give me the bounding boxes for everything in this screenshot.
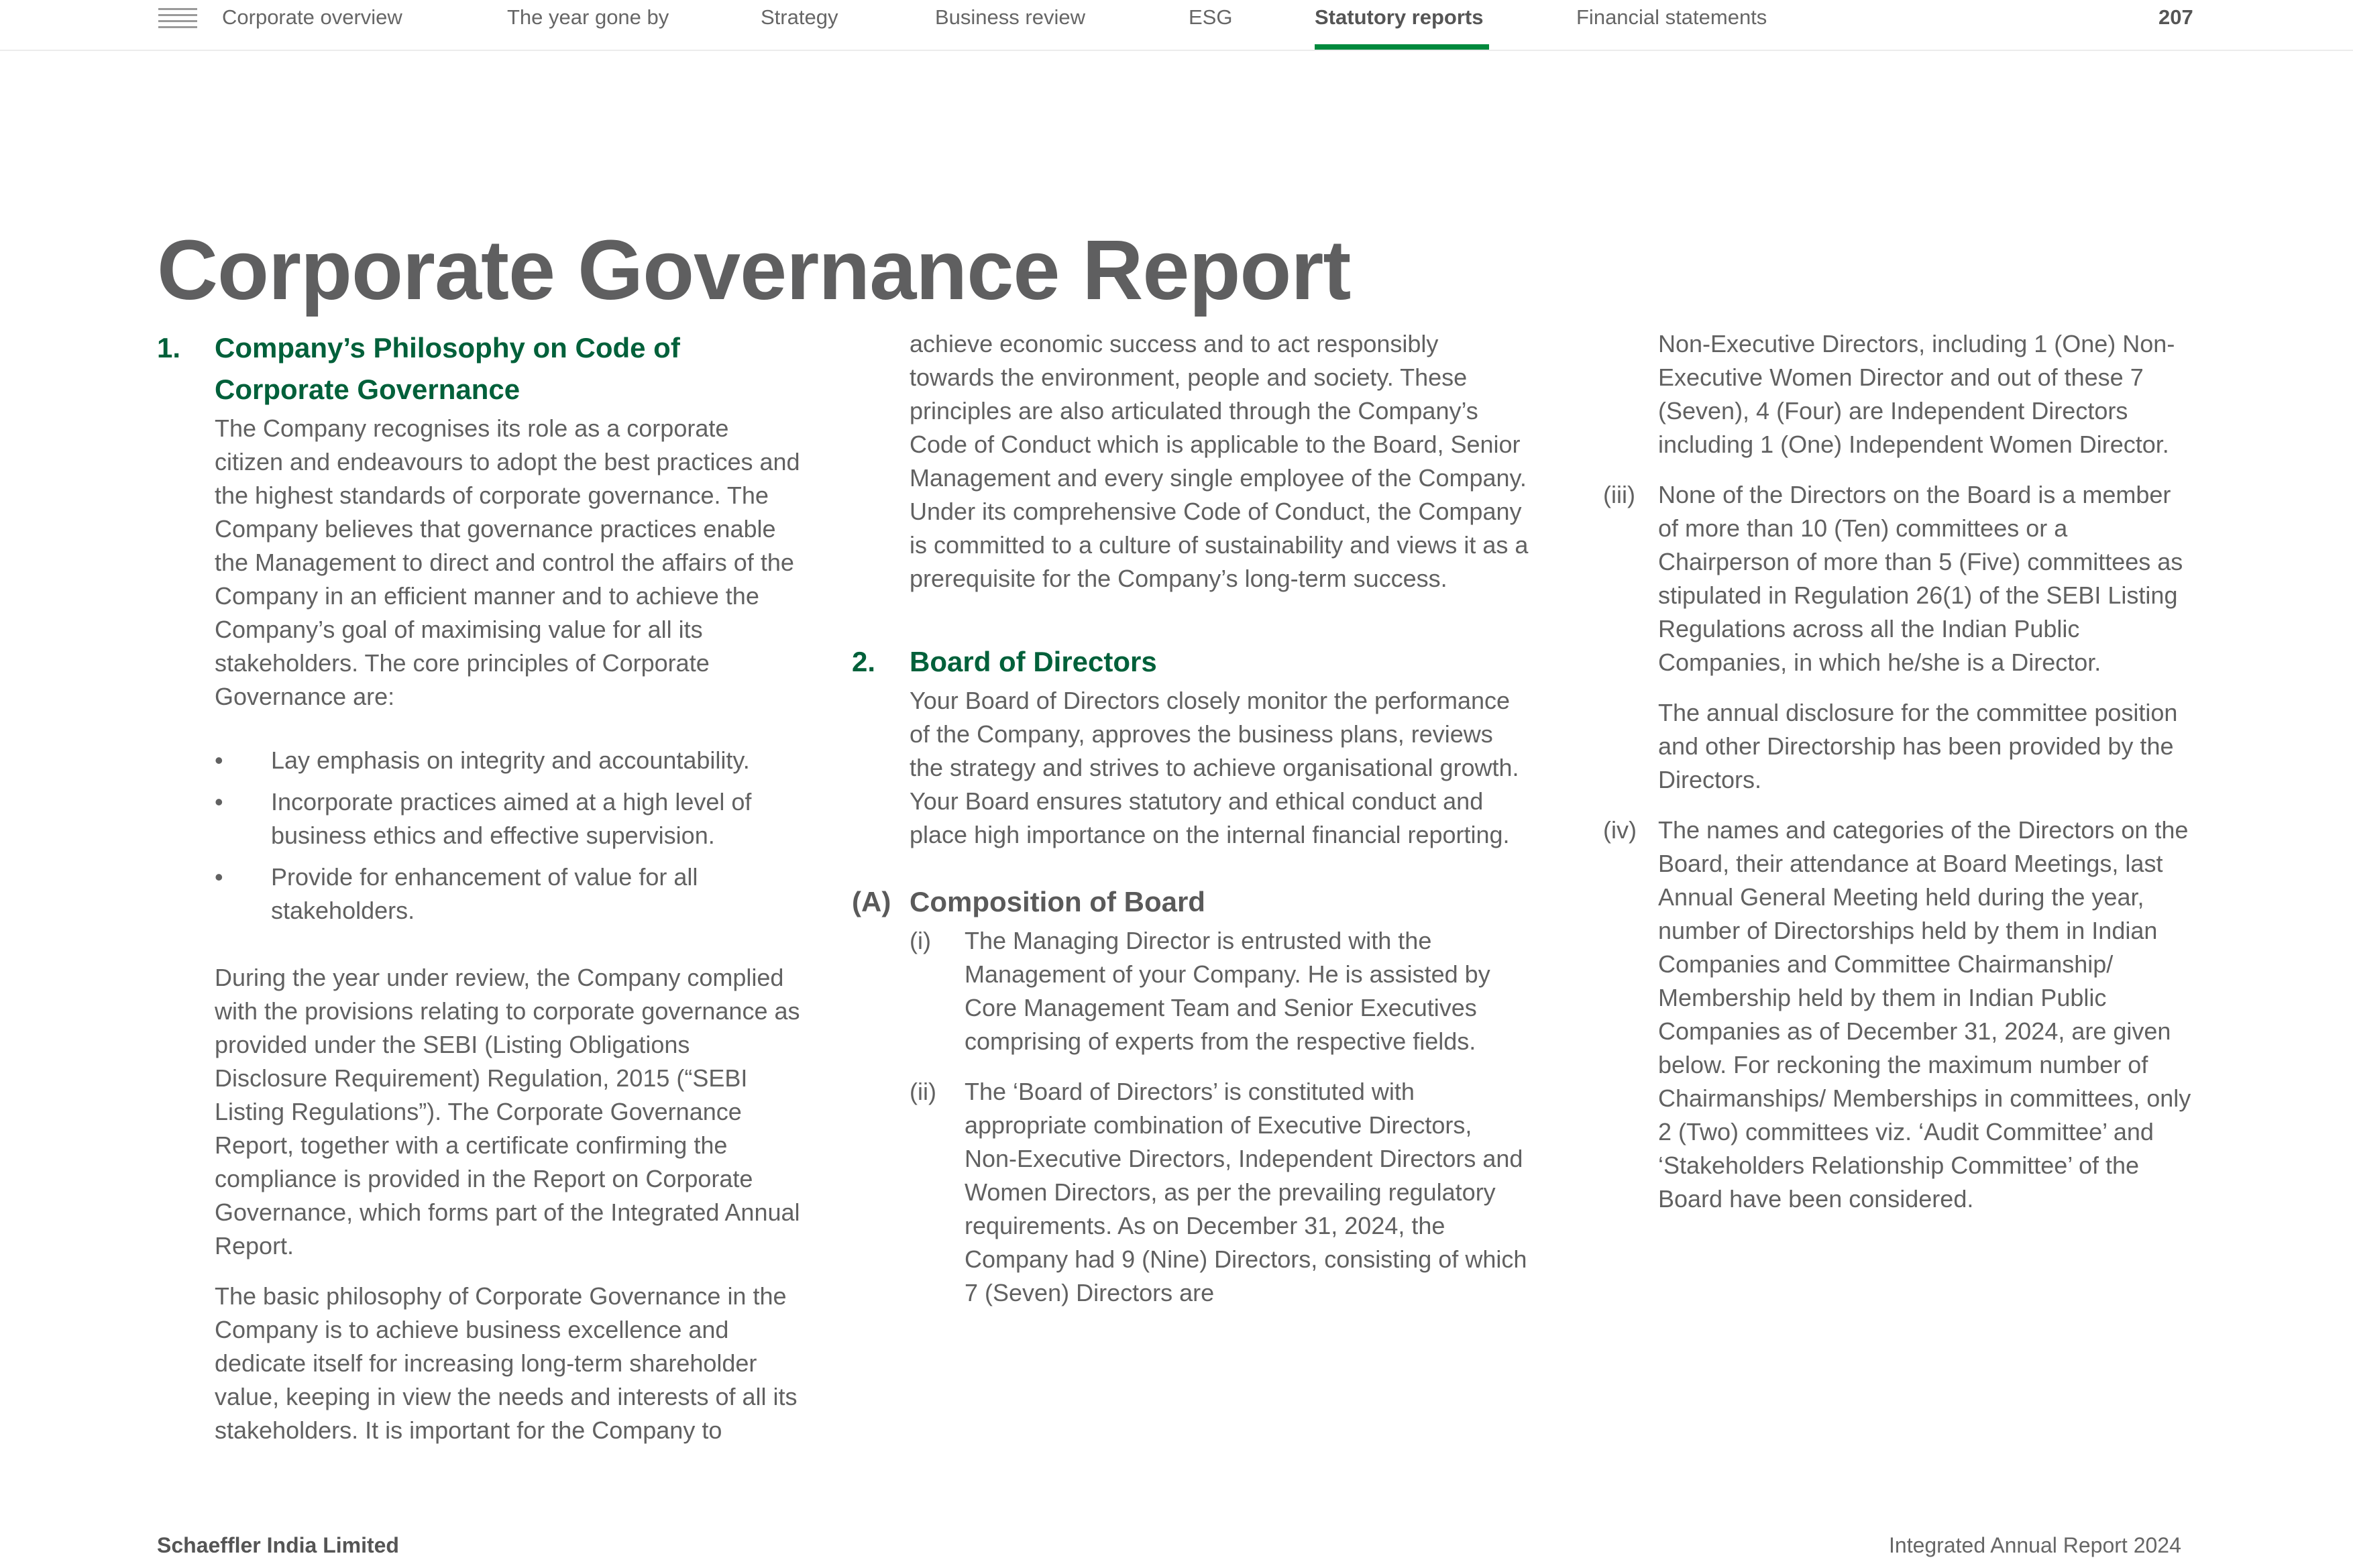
section-2-number: 2. (852, 646, 876, 677)
column-2 (852, 327, 1529, 1310)
list-item: (iv) The names and categories of the Directors on the Board, their attendance at Board Meetings, last Annual General Meeting held during the year, number of Directorships held by them in Indian Companies and Committee Chairmanship/ Membership held by them in Indian Public Companies as of December 31, 2024, are given below. For reckoning the maximum number of Chairmanships/ Memberships in committees, only 2 (Two) committees viz. ‘Audit Committee’ and ‘Stakeholders Relationship Committee’ of the Board have been considered. (1603, 816, 2191, 1213)
footer-report-name: Integrated Annual Report 2024 (1889, 1533, 2181, 1557)
section-2-intro: Your Board of Directors closely monitor the performance of the Company, approves the business plans, reviews the strategy and strives to achieve organisational growth. Your Board ensures statutory and ethical conduct and place high importance on the internal financial reporting. (910, 687, 1519, 848)
nav-item-statutory-reports[interactable]: Statutory reports (1315, 5, 1484, 29)
menu-icon[interactable] (158, 8, 197, 30)
subsection-a-number: (A) (852, 886, 891, 917)
section-1-title: Company’s Philosophy on Code of Corporate Governance (215, 332, 680, 405)
column-1 (157, 327, 801, 1447)
subsection-a-title: Composition of Board (910, 886, 1205, 917)
list-item-continued: Non-Executive Directors, including 1 (One) Non-Executive Women Director and out of these 7 (Seven), 4 (Four) are Independent Directors including 1 (One) Independent Women Director. (1658, 330, 2175, 458)
bullet-icon: • (215, 788, 223, 816)
section-1-intro: The Company recognises its role as a corporate citizen and endeavours to adopt the best practices and the highest standards of corporate governance. The Company believes that governance practices enable the Management to direct and control the affairs of the Company in an efficient manner and to achieve the Company’s goal of maximising value for all its stakeholders. The core principles of Corporate Governance are: (215, 414, 800, 710)
active-tab-underline (1315, 44, 1489, 50)
principles-list (157, 744, 801, 928)
list-item: (i) The Managing Director is entrusted with the Management of your Company. He is assisted by Core Management Team and Senior Executives comprising of experts from the respective fields. (910, 927, 1490, 1055)
footer-company-name: Schaeffler India Limited (157, 1533, 399, 1557)
section-2-heading (852, 641, 1529, 683)
list-item-note: The annual disclosure for the committee position and other Directorship has been provided by the Directors. (1658, 699, 2178, 793)
list-item: (iii) None of the Directors on the Board is a member of more than 10 (Ten) committees or a Chairperson of more than 5 (Five) committees as stipulated in Regulation 26(1) of the SEBI Listing Regulations across all the Indian Public Companies, in which he/she is a Director. (1603, 481, 2183, 676)
list-item: • Lay emphasis on integrity and accountability. (215, 744, 801, 777)
column-3 (1603, 327, 2193, 1216)
composition-list (852, 924, 1529, 1310)
nav-item-financial-statements[interactable]: Financial statements (1576, 5, 1767, 29)
bullet-icon: • (215, 863, 223, 891)
nav-item-esg[interactable]: ESG (1189, 5, 1233, 29)
list-item: • Incorporate practices aimed at a high level of business ethics and effective supervision. (215, 785, 801, 852)
section-2-title: Board of Directors (910, 646, 1157, 677)
section-1-paragraph-3-continued: achieve economic success and to act responsibly towards the environment, people and society. These principles are also articulated through the Company’s Code of Conduct which is applicable to the Board, Senior Management and every single employee of the Company. Under its comprehensive Code of Conduct, the Company is committed to a culture of sustainability and views it as a prerequisite for the Company’s long-term success. (910, 330, 1529, 592)
list-item: (ii) The ‘Board of Directors’ is constituted with appropriate combination of Executive Directors, Non-Executive Directors, Independent Directors and Women Directors, as per the prevailing regulatory requirements. As on December 31, 2024, the Company had 9 (Nine) Directors, consisting of which 7 (Seven) Directors are (910, 1078, 1527, 1306)
section-1-paragraph-2: During the year under review, the Company complied with the provisions relating to corporate governance as provided under the SEBI (Listing Obligations Disclosure Requirement) Regulation, 2015 (“SEBI Listing Regulations”). The Corporate Governance Report, together with a certificate confirming the compliance is provided in the Report on Corporate Governance, which forms part of the Integrated Annual Report. (215, 964, 800, 1259)
section-1-paragraph-3: The basic philosophy of Corporate Governance in the Company is to achieve business excellence and dedicate itself for increasing long-term shareholder value, keeping in view the needs and interests of all its stakeholders. It is important for the Company to (215, 1282, 798, 1444)
nav-item-year-gone-by[interactable]: The year gone by (507, 5, 669, 29)
bullet-icon: • (215, 746, 223, 774)
page-number: 207 (2158, 5, 2193, 29)
section-1-heading (157, 327, 801, 410)
list-item: • Provide for enhancement of value for all stakeholders. (215, 860, 801, 928)
nav-item-corporate-overview[interactable]: Corporate overview (222, 5, 402, 29)
nav-item-strategy[interactable]: Strategy (761, 5, 838, 29)
section-1-number: 1. (157, 332, 181, 363)
top-navigation (0, 0, 2353, 51)
subsection-a-heading (852, 881, 1529, 923)
page-title: Corporate Governance Report (157, 223, 1351, 318)
nav-item-business-review[interactable]: Business review (935, 5, 1085, 29)
